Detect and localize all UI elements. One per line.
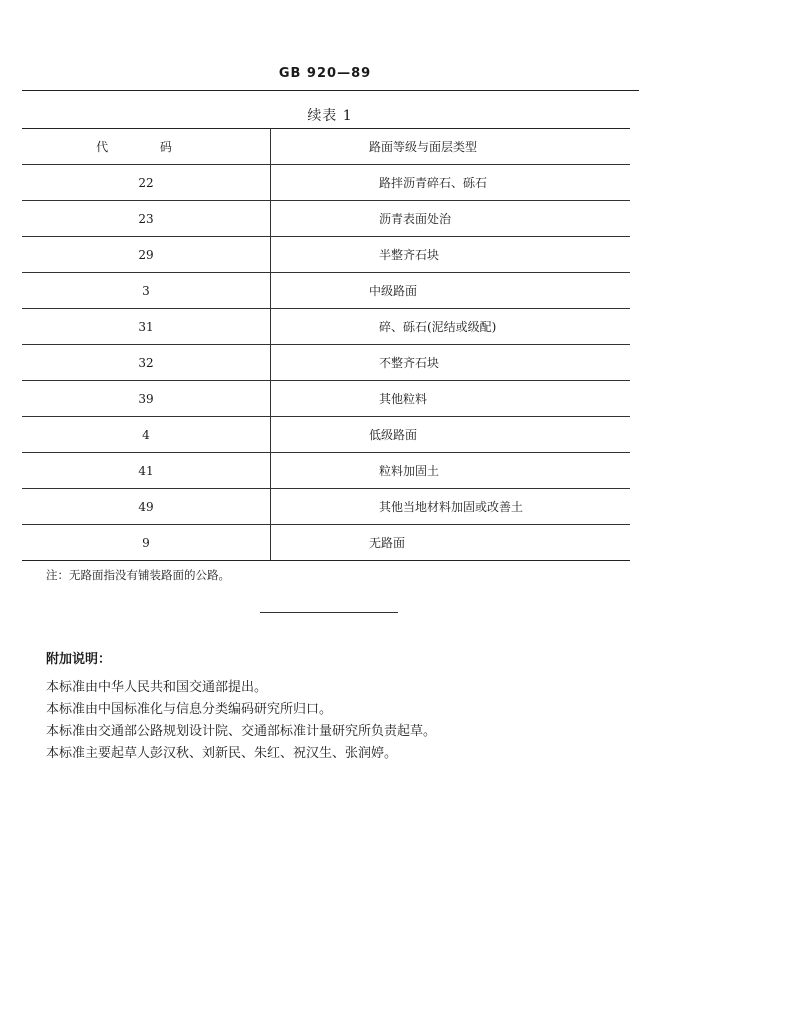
row-desc-cell: 无路面 (271, 525, 631, 561)
appendix-line: 本标准由交通部公路规划设计院、交通部标准计量研究所负责起草。 (46, 724, 437, 739)
row-desc-cell: 碎、砾石(泥结或级配) (271, 309, 631, 345)
row-desc-cell: 半整齐石块 (271, 237, 631, 273)
table-row (22, 237, 630, 273)
appendix-line: 本标准由中华人民共和国交通部提出。 (46, 680, 268, 695)
table-note: 注：无路面指没有铺装路面的公路。 (46, 568, 230, 582)
table-row (22, 489, 630, 525)
row-code-cell: 39 (22, 381, 271, 417)
row-desc-cell: 其他粒料 (271, 381, 631, 417)
header-desc-cell: 路面等级与面层类型 (271, 129, 631, 165)
header-rule (22, 90, 639, 91)
row-desc-cell: 粒料加固土 (271, 453, 631, 489)
section-divider (260, 612, 398, 613)
table-row (22, 417, 630, 453)
row-code-cell: 31 (22, 309, 271, 345)
table-row (22, 345, 630, 381)
road-surface-code-table (22, 128, 630, 561)
row-desc-cell: 路拌沥青碎石、砾石 (271, 165, 631, 201)
row-code-cell: 29 (22, 237, 271, 273)
table-row (22, 525, 630, 561)
row-desc-cell: 低级路面 (271, 417, 631, 453)
row-code-cell: 3 (22, 273, 271, 309)
table-row (22, 381, 630, 417)
row-code-cell: 4 (22, 417, 271, 453)
header-code-cell: 代 码 (22, 129, 271, 165)
appendix-lines (46, 677, 436, 765)
table-row (22, 201, 630, 237)
table-row (22, 453, 630, 489)
standard-code: GB 920—89 (278, 66, 372, 81)
table-row (22, 273, 630, 309)
appendix-line: 本标准主要起草人彭汉秋、刘新民、朱红、祝汉生、张润婷。 (46, 746, 398, 761)
appendix-title: 附加说明： (46, 652, 112, 667)
row-desc-cell: 中级路面 (271, 273, 631, 309)
appendix-line: 本标准由中国标准化与信息分类编码研究所归口。 (46, 702, 333, 717)
row-code-cell: 41 (22, 453, 271, 489)
appendix (46, 648, 436, 765)
row-desc-cell: 不整齐石块 (271, 345, 631, 381)
table-row (22, 309, 630, 345)
table-caption: 续表 1 (307, 108, 353, 124)
row-desc-cell: 其他当地材料加固或改善土 (271, 489, 631, 525)
table-header-row (22, 129, 630, 165)
row-code-cell: 49 (22, 489, 271, 525)
row-desc-cell: 沥青表面处治 (271, 201, 631, 237)
row-code-cell: 32 (22, 345, 271, 381)
row-code-cell: 22 (22, 165, 271, 201)
row-code-cell: 9 (22, 525, 271, 561)
table-row (22, 165, 630, 201)
row-code-cell: 23 (22, 201, 271, 237)
